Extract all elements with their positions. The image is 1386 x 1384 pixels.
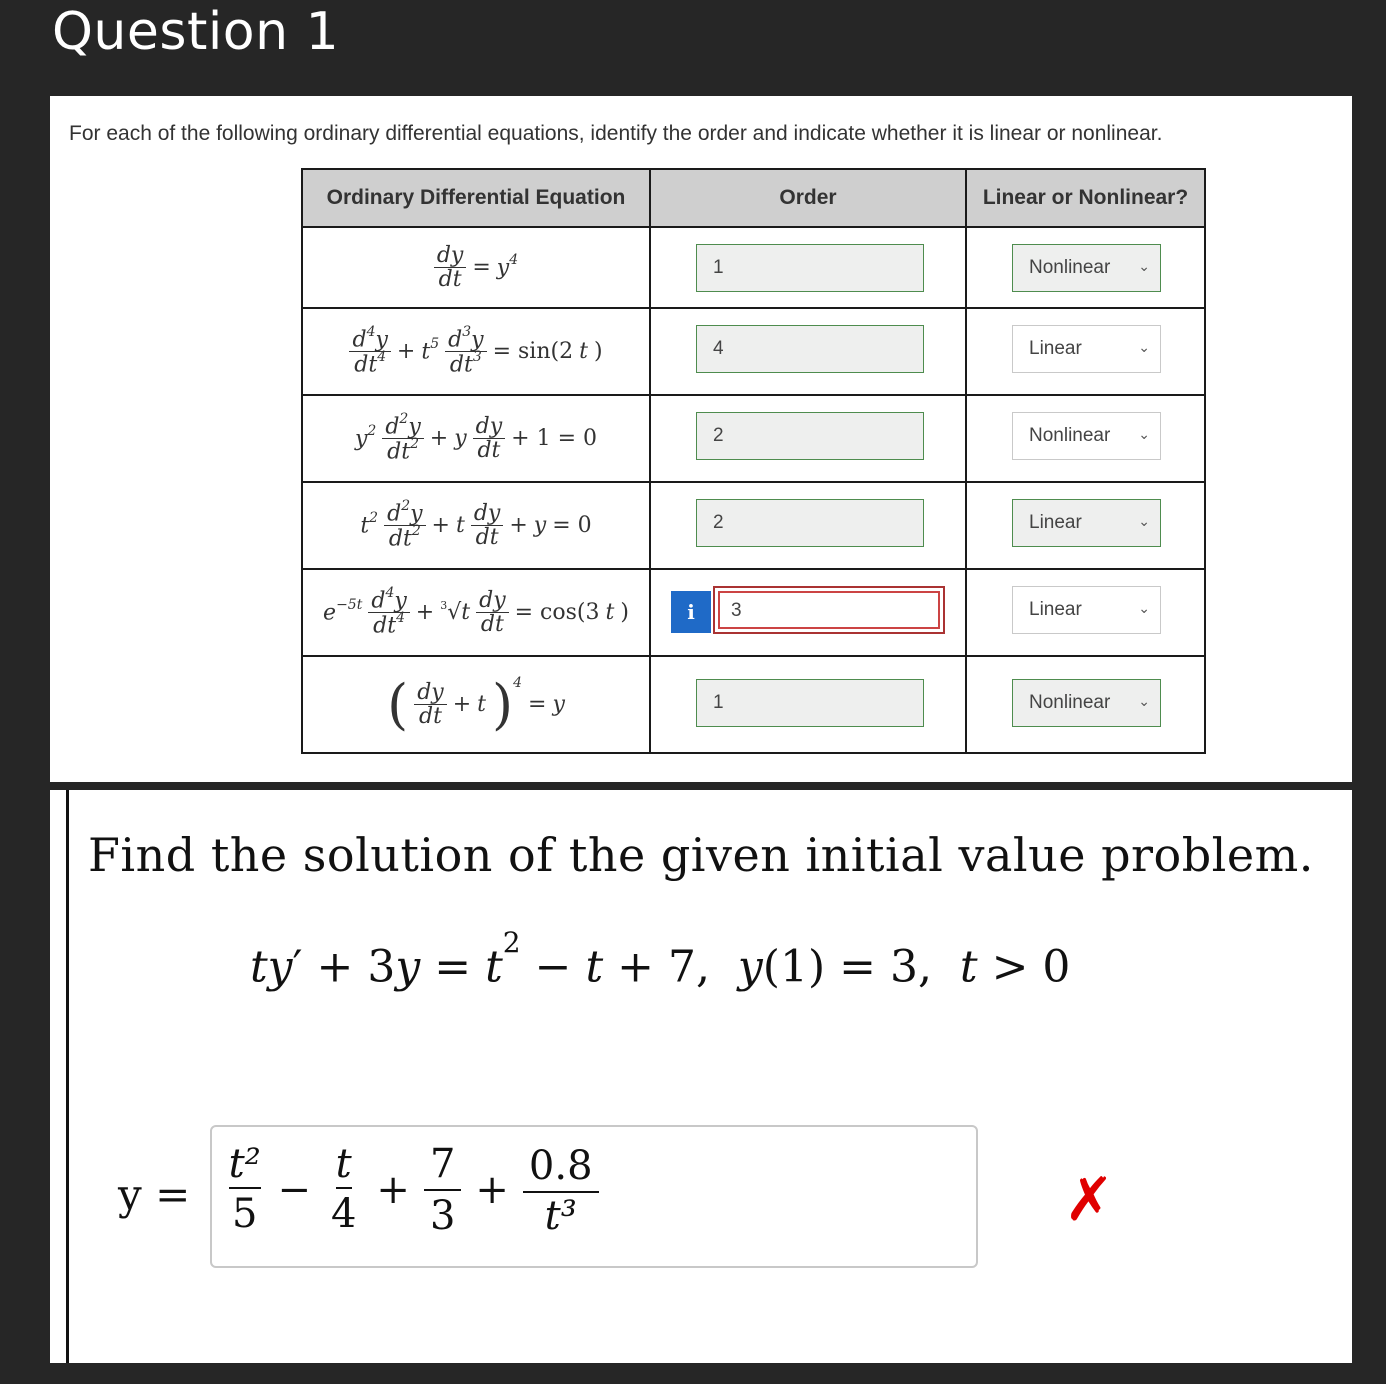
linearity-value-3: Nonlinear xyxy=(1029,425,1111,446)
equation-1: $\frac{dy}{dt}$ = $y^4$ xyxy=(302,227,650,308)
left-divider xyxy=(66,790,69,1363)
chevron-down-icon: ⌄ xyxy=(1138,339,1150,355)
incorrect-x-icon: ✗ xyxy=(1064,1165,1115,1235)
answer-label: y = xyxy=(118,1170,191,1219)
ivp-panel xyxy=(50,790,1352,1363)
term1-numerator: t² xyxy=(228,1141,261,1187)
header-order: Order xyxy=(650,169,966,227)
linearity-value-2: Linear xyxy=(1029,338,1082,359)
ivp-equation: $ty' + 3y = t^2 - t + 7$, y(1) = 3, t > 0 xyxy=(250,926,1071,993)
linearity-value-5: Linear xyxy=(1029,599,1082,620)
term1-denominator: 5 xyxy=(232,1191,258,1237)
linearity-select-2[interactable] xyxy=(1012,325,1161,373)
term3-denominator: 3 xyxy=(429,1193,456,1239)
ode-table xyxy=(301,168,1206,754)
question-title: Question 1 xyxy=(52,2,340,62)
linearity-value-1: Nonlinear xyxy=(1029,257,1111,278)
linearity-value-4: Linear xyxy=(1029,512,1082,533)
linearity-select-1[interactable] xyxy=(1012,244,1161,292)
equation-2: $d^4y$ $dt^4$ + $t^5$ $\frac{d^3y}{dt^3}$ = sin(2 t ) xyxy=(302,308,650,395)
linearity-select-5[interactable] xyxy=(1012,586,1161,634)
linearity-select-3[interactable] xyxy=(1012,412,1161,460)
equation-4: $t^2$ $d^2y$ $dt^2$ + t dy dt + y = 0 xyxy=(302,482,650,569)
linearity-select-4[interactable] xyxy=(1012,499,1161,547)
order-input-5[interactable]: 3 xyxy=(713,586,945,634)
chevron-down-icon: ⌄ xyxy=(1138,600,1150,616)
term2-numerator: t xyxy=(335,1141,352,1187)
order-input-1[interactable]: 1 xyxy=(696,244,924,292)
linearity-select-6[interactable] xyxy=(1012,679,1161,727)
operator-2: + xyxy=(376,1167,410,1213)
info-icon[interactable]: i xyxy=(671,591,711,633)
equation-5: $e^{-5t}$ $d^4y$ $dt^4$ + $^3$√t $\frac{dy}{dt}$ = cos(3 t ) xyxy=(302,569,650,656)
equation-6: ( dy dt + t ) $^4$ = y xyxy=(302,656,650,753)
answer-input[interactable] xyxy=(210,1125,978,1268)
header-equation: Ordinary Differential Equation xyxy=(302,169,650,227)
term4-denominator: t³ xyxy=(544,1193,577,1239)
chevron-down-icon: ⌄ xyxy=(1138,426,1150,442)
equation-3: $y^2$ $d^2y$ $dt^2$ + y dy dt + 1 = 0 xyxy=(302,395,650,482)
term2-denominator: 4 xyxy=(330,1191,357,1237)
ode-classification-panel xyxy=(50,96,1352,782)
order-input-2[interactable]: 4 xyxy=(696,325,924,373)
part2-prompt: Find the solution of the given initial value problem. xyxy=(88,828,1314,882)
order-input-3[interactable]: 2 xyxy=(696,412,924,460)
term3-numerator: 7 xyxy=(424,1139,461,1191)
header-linearity: Linear or Nonlinear? xyxy=(966,169,1205,227)
chevron-down-icon: ⌄ xyxy=(1138,258,1150,274)
order-input-4[interactable]: 2 xyxy=(696,499,924,547)
operator-3: + xyxy=(475,1167,509,1213)
operator-1: − xyxy=(277,1167,311,1213)
chevron-down-icon: ⌄ xyxy=(1138,693,1150,709)
part1-prompt: For each of the following ordinary differential equations, identify the order and indicate whether it is linear or nonlinear. xyxy=(69,122,1163,145)
term4-numerator: 0.8 xyxy=(523,1141,599,1193)
chevron-down-icon: ⌄ xyxy=(1138,513,1150,529)
linearity-value-6: Nonlinear xyxy=(1029,692,1111,713)
order-input-6[interactable]: 1 xyxy=(696,679,924,727)
